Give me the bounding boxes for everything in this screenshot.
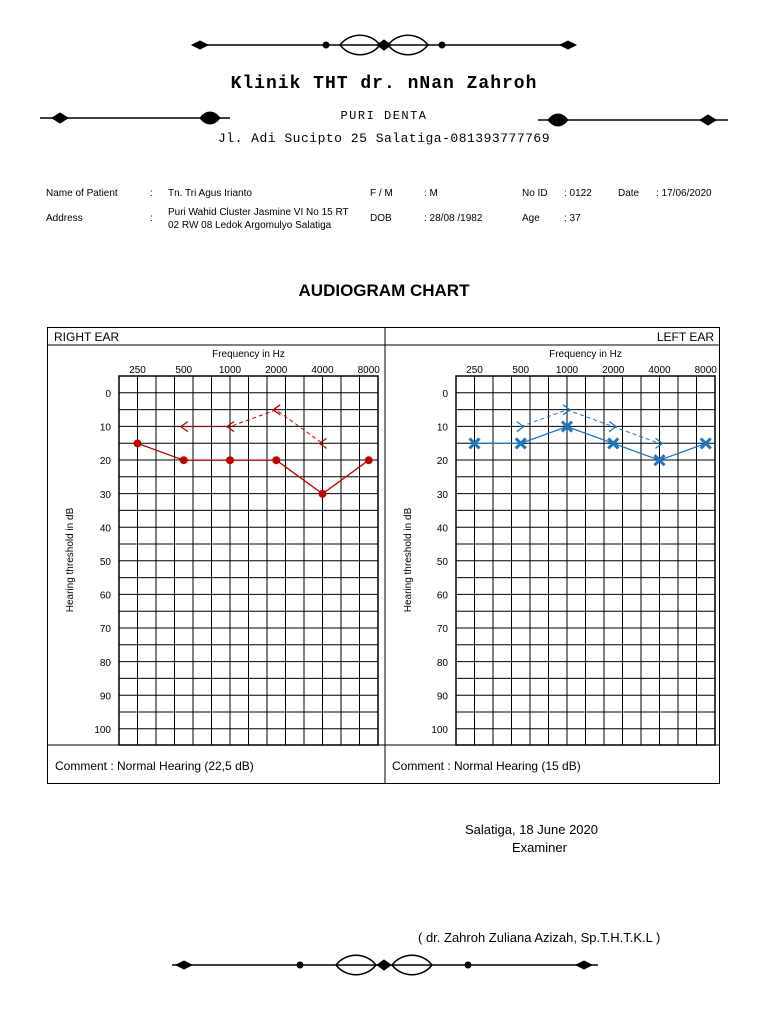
right-air-marker (272, 456, 280, 464)
date-label: Date (618, 188, 640, 199)
frequency-tick-label: 8000 (694, 365, 717, 376)
db-tick-label: 90 (436, 691, 448, 703)
patient-id-label: No ID (522, 188, 548, 199)
db-tick-label: 10 (436, 422, 448, 434)
right-air-marker (226, 456, 234, 464)
clinic-subtitle: PURI DENTA (340, 109, 428, 123)
db-tick-label: 30 (436, 489, 448, 501)
date-value: : 17/06/2020 (656, 188, 712, 199)
db-tick-label: 20 (99, 456, 111, 468)
address-separator: : (150, 213, 153, 224)
db-tick-label: 100 (94, 725, 111, 736)
frequency-tick-label: 1000 (555, 365, 579, 376)
clinic-address: Jl. Adi Sucipto 25 Salatiga-081393777769 (217, 131, 551, 146)
left-ear-label: LEFT EAR (656, 330, 714, 344)
patient-id-value: : 0122 (564, 188, 592, 199)
age-label: Age (522, 213, 540, 224)
examiner-name: ( dr. Zahroh Zuliana Azizah, Sp.T.H.T.K.L ) (418, 930, 661, 945)
signature-role: Examiner (512, 840, 567, 855)
right-air-marker (365, 456, 373, 464)
frequency-tick-label: 500 (175, 365, 193, 376)
right-air-marker (319, 490, 327, 498)
frequency-tick-label: 250 (129, 365, 146, 376)
patient-name-separator: : (150, 188, 153, 199)
db-tick-label: 80 (436, 657, 448, 669)
dob-label: DOB (370, 213, 392, 224)
sex-label: F / M (370, 188, 393, 199)
frequency-axis-label: Frequency in Hz (212, 349, 285, 360)
left-ear-comment: Comment : Normal Hearing (15 dB) (392, 759, 581, 773)
signature-place-date: Salatiga, 18 June 2020 (465, 822, 598, 837)
frequency-tick-label: 4000 (311, 365, 334, 376)
db-tick-label: 70 (99, 624, 111, 636)
patient-name-label: Name of Patient (46, 188, 118, 199)
right-air-marker (180, 456, 188, 464)
address-label: Address (46, 213, 83, 224)
address-line-2: 02 RW 08 Ledok Argomulyo Salatiga (168, 220, 332, 231)
frequency-axis-label: Frequency in Hz (549, 349, 622, 360)
db-tick-label: 60 (436, 590, 448, 602)
clinic-name: Klinik THT dr. nNan Zahroh (230, 74, 538, 94)
db-tick-label: 90 (99, 691, 111, 703)
patient-name-value: Tn. Tri Agus Irianto (168, 188, 252, 199)
db-tick-label: 10 (99, 422, 111, 434)
frequency-tick-label: 500 (512, 365, 530, 376)
right-ear-label: RIGHT EAR (54, 330, 120, 344)
frequency-tick-label: 8000 (357, 365, 380, 376)
db-tick-label: 0 (105, 389, 111, 400)
hearing-threshold-axis-label: Hearing threshold in dB (65, 507, 76, 613)
db-tick-label: 100 (431, 725, 448, 736)
db-tick-label: 30 (99, 489, 111, 501)
right-ear-comment: Comment : Normal Hearing (22,5 dB) (55, 759, 254, 773)
db-tick-label: 50 (99, 557, 111, 568)
dob-value: : 28/08 /1982 (424, 213, 483, 224)
db-tick-label: 0 (442, 389, 448, 400)
address-line-1: Puri Wahid Cluster Jasmine VI No 15 RT (168, 207, 349, 218)
frequency-tick-label: 250 (466, 365, 483, 376)
db-tick-label: 60 (99, 590, 111, 602)
frequency-tick-label: 1000 (218, 365, 242, 376)
frequency-tick-label: 2000 (265, 365, 288, 376)
frequency-tick-label: 4000 (648, 365, 671, 376)
db-tick-label: 40 (436, 523, 448, 535)
db-tick-label: 80 (99, 657, 111, 669)
frequency-tick-label: 2000 (602, 365, 625, 376)
right-air-marker (134, 439, 142, 447)
right-air-conduction-line (138, 443, 369, 493)
db-tick-label: 50 (436, 557, 448, 568)
db-tick-label: 40 (99, 523, 111, 535)
db-tick-label: 20 (436, 456, 448, 468)
age-value: : 37 (564, 213, 581, 224)
chart-title: AUDIOGRAM CHART (298, 281, 470, 300)
hearing-threshold-axis-label: Hearing threshold in dB (403, 507, 414, 613)
db-tick-label: 70 (436, 624, 448, 636)
sex-value: : M (424, 188, 438, 199)
